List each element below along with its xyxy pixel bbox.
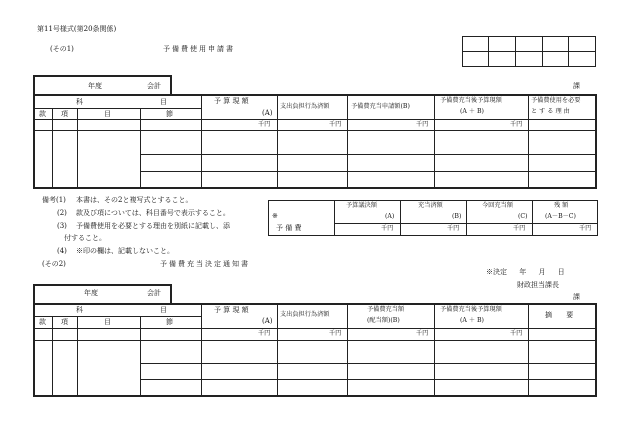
col-yosan: 予 算 現 額 bbox=[214, 97, 249, 105]
part1-label: (その1) bbox=[50, 45, 74, 53]
col-moku2: 目 bbox=[104, 110, 111, 118]
unit-yosan: 千円 bbox=[258, 121, 271, 128]
reserve-mark: ※ bbox=[272, 212, 278, 220]
note-2-label: (2) bbox=[57, 209, 67, 217]
col-reason-2: と す る 理 由 bbox=[531, 108, 570, 115]
col-kan-2: 款 bbox=[39, 318, 46, 326]
note-4-label: (4) bbox=[57, 247, 67, 255]
note-3-label: (3) bbox=[57, 222, 67, 230]
col-reason-1: 予備費使用を必要 bbox=[531, 97, 581, 104]
col-kou-2: 項 bbox=[61, 318, 68, 326]
unit-shishutsu: 千円 bbox=[329, 121, 342, 128]
col-juto-sub: (B) bbox=[452, 213, 462, 220]
col-konkai-sub: (C) bbox=[518, 213, 528, 220]
decision-issuer: 財政担当課長 bbox=[517, 281, 559, 289]
note-2: 款及び項については、科目番号で表示すること。 bbox=[76, 209, 230, 217]
ka-label-2: 課 bbox=[573, 293, 580, 301]
col-after-sub: (A ＋ B) bbox=[460, 108, 484, 115]
col-kamoku: 科 bbox=[76, 98, 83, 106]
unit-after-2: 千円 bbox=[510, 330, 523, 337]
col-shishutsu-2: 支出負担行為済額 bbox=[280, 311, 330, 318]
col-setsu-2: 節 bbox=[166, 318, 173, 326]
col-giketsu: 予算議決額 bbox=[346, 202, 377, 209]
col-shinsei: 予備費充当申請額(B) bbox=[351, 103, 410, 110]
col-after: 予備費充当後予算現額 bbox=[440, 97, 502, 104]
unit-juto: 千円 bbox=[447, 225, 460, 232]
decision-date: ※決定 年 月 日 bbox=[486, 268, 565, 276]
col-yosan-a: (A) bbox=[262, 109, 273, 117]
note-4: ※印の欄は、記載しないこと。 bbox=[76, 247, 174, 255]
notes-heading: 備考(1) bbox=[42, 196, 66, 204]
col-juto-1: 予備費充当額 bbox=[367, 306, 405, 313]
account-label-2: 会計 bbox=[147, 289, 161, 297]
col-moku-2: 目 bbox=[160, 306, 167, 314]
part1-title: 予備費使用申請書 bbox=[163, 45, 235, 53]
col-yosan-2: 予 算 現 額 bbox=[214, 306, 249, 314]
ka-label: 課 bbox=[573, 82, 580, 90]
unit-konkai: 千円 bbox=[513, 225, 526, 232]
unit-yosan-2: 千円 bbox=[258, 330, 271, 337]
unit-juto-2: 千円 bbox=[416, 330, 429, 337]
fiscal-year-label-2: 年度 bbox=[84, 289, 98, 297]
fiscal-year-label: 年度 bbox=[88, 82, 102, 90]
reserve-label: 予 備 費 bbox=[276, 224, 302, 232]
unit-after: 千円 bbox=[510, 121, 523, 128]
part2-title: 予備費充当決定通知書 bbox=[160, 260, 250, 268]
col-konkai: 今回充当額 bbox=[482, 202, 513, 209]
unit-giketsu: 千円 bbox=[381, 225, 394, 232]
col-kou: 項 bbox=[61, 110, 68, 118]
col-moku2-2: 目 bbox=[104, 318, 111, 326]
col-shishutsu: 支出負担行為済額 bbox=[280, 103, 330, 110]
col-tekiyo: 摘 要 bbox=[545, 311, 580, 319]
col-giketsu-sub: (A) bbox=[385, 213, 395, 220]
form-number: 第11号様式(第20条関係) bbox=[37, 25, 117, 33]
col-juto: 充当済額 bbox=[418, 202, 443, 209]
unit-shishutsu-2: 千円 bbox=[329, 330, 342, 337]
col-yosan-a-2: (A) bbox=[262, 317, 273, 325]
col-after-2: 予備費充当後予算現額 bbox=[440, 306, 502, 313]
note-3a: 予備費使用を必要とする理由を別紙に記載し、添 bbox=[76, 222, 230, 230]
unit-shinsei: 千円 bbox=[416, 121, 429, 128]
part2-label: (その2) bbox=[42, 260, 66, 268]
col-zan: 残 額 bbox=[554, 202, 569, 209]
unit-zan: 千円 bbox=[579, 225, 592, 232]
col-kamoku-2: 科 bbox=[76, 306, 83, 314]
note-1: 本書は、その2と複写式とすること。 bbox=[76, 196, 193, 204]
col-setsu: 節 bbox=[166, 110, 173, 118]
col-juto-2: (配当額)(B) bbox=[367, 317, 400, 324]
col-after-sub-2: (A ＋ B) bbox=[460, 317, 484, 324]
note-3b: 付すること。 bbox=[64, 234, 106, 242]
col-zan-sub: (A－B－C) bbox=[545, 213, 576, 220]
col-kan: 款 bbox=[39, 110, 46, 118]
col-moku: 目 bbox=[160, 98, 167, 106]
account-label: 会計 bbox=[147, 82, 161, 90]
